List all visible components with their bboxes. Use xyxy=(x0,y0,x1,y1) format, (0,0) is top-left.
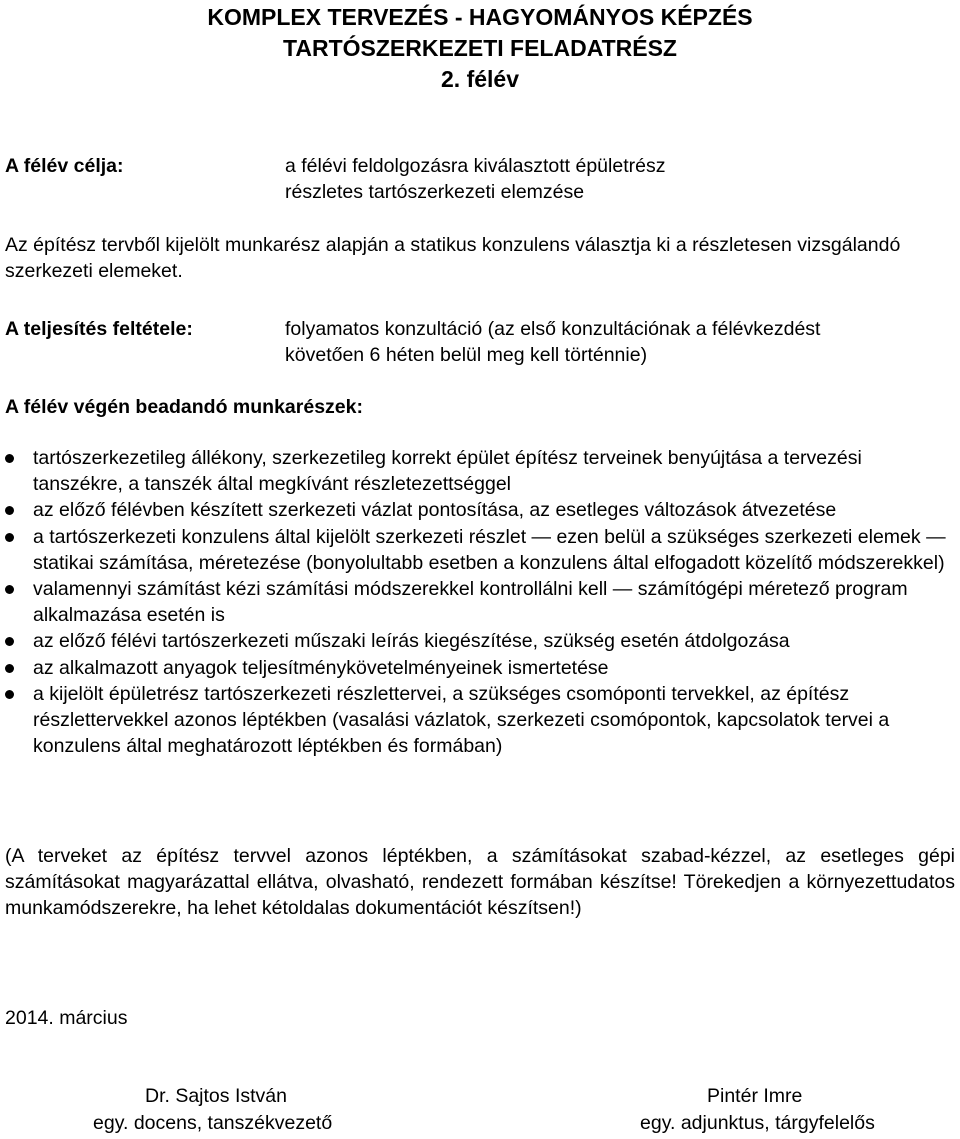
bullet-icon xyxy=(5,664,14,673)
list-item: a tartószerkezeti konzulens által kijelölt szerkezeti részlet — ezen belül a szükséges szerkezeti elemek — statikai számítása, méretezése (bonyolultabb esetben a konzulens által elfogadott közelítő módszerekkel) xyxy=(5,524,955,576)
signature-left-role: egy. docens, tanszékvezető xyxy=(93,1112,333,1134)
document-title-line1: KOMPLEX TERVEZÉS - HAGYOMÁNYOS KÉPZÉS xyxy=(207,4,753,30)
date: 2014. március xyxy=(5,1007,128,1029)
goal-label: A félév célja: xyxy=(5,155,124,177)
intro-paragraph: Az építész tervből kijelölt munkarész alapján a statikus konzulens választja ki a részletesen vizsgálandó szerkezeti elemeket. xyxy=(5,234,901,282)
goal-text-line2: részletes tartószerkezeti elemzése xyxy=(285,181,585,203)
list-item: a kijelölt épületrész tartószerkezeti részlettervei, a szükséges csomóponti tervekkel, az építész részlettervekkel azonos léptékben (vasalási vázlatok, szerkezeti csomópontok, kapcsolatok tervei a konzulens által meghatározott léptékben és formában) xyxy=(5,681,955,760)
goal-text-line1: a félévi feldolgozásra kiválasztott épületrész xyxy=(285,155,666,177)
deliverables-heading: A félév végén beadandó munkarészek: xyxy=(5,396,363,418)
condition-text-line2: követően 6 héten belül meg kell történnie) xyxy=(285,344,648,366)
note-paragraph: (A terveket az építész tervvel azonos léptékben, a számításokat szabad-kézzel, az esetleges gépi számításokat magyarázattal ellátva, olvasható, rendezett formában készítse! Törekedjen a környezettudatos munkamódszerekre, ha lehet kétoldalas dokumentációt készítsen!) xyxy=(5,845,955,919)
list-item: valamennyi számítást kézi számítási módszerekkel kontrollálni kell — számítógépi méretező program alkalmazása esetén is xyxy=(5,576,955,628)
bullet-icon xyxy=(5,637,14,646)
signature-right-role: egy. adjunktus, tárgyfelelős xyxy=(640,1112,875,1134)
signature-left-name: Dr. Sajtos István xyxy=(145,1085,287,1107)
bullet-icon xyxy=(5,690,14,699)
document-title-line3: 2. félév xyxy=(441,66,519,92)
deliverables-list xyxy=(5,445,955,759)
document-title-line2: TARTÓSZERKEZETI FELADATRÉSZ xyxy=(283,35,677,61)
list-item: tartószerkezetileg állékony, szerkezetileg korrekt épület építész terveinek benyújtása a tervezési tanszékre, a tanszék által megkívánt részletezettséggel xyxy=(5,445,955,497)
condition-text-line1: folyamatos konzultáció (az első konzultációnak a félévkezdést xyxy=(285,318,821,340)
bullet-icon xyxy=(5,454,14,463)
bullet-icon xyxy=(5,533,14,542)
bullet-icon xyxy=(5,506,14,515)
bullet-icon xyxy=(5,585,14,594)
signature-right-name: Pintér Imre xyxy=(707,1085,803,1107)
list-item: az előző félévben készített szerkezeti vázlat pontosítása, az esetleges változások átvezetése xyxy=(5,497,955,523)
list-item: az előző félévi tartószerkezeti műszaki leírás kiegészítése, szükség esetén átdolgozása xyxy=(5,628,955,654)
condition-label: A teljesítés feltétele: xyxy=(5,318,193,340)
list-item: az alkalmazott anyagok teljesítménykövetelményeinek ismertetése xyxy=(5,655,955,681)
